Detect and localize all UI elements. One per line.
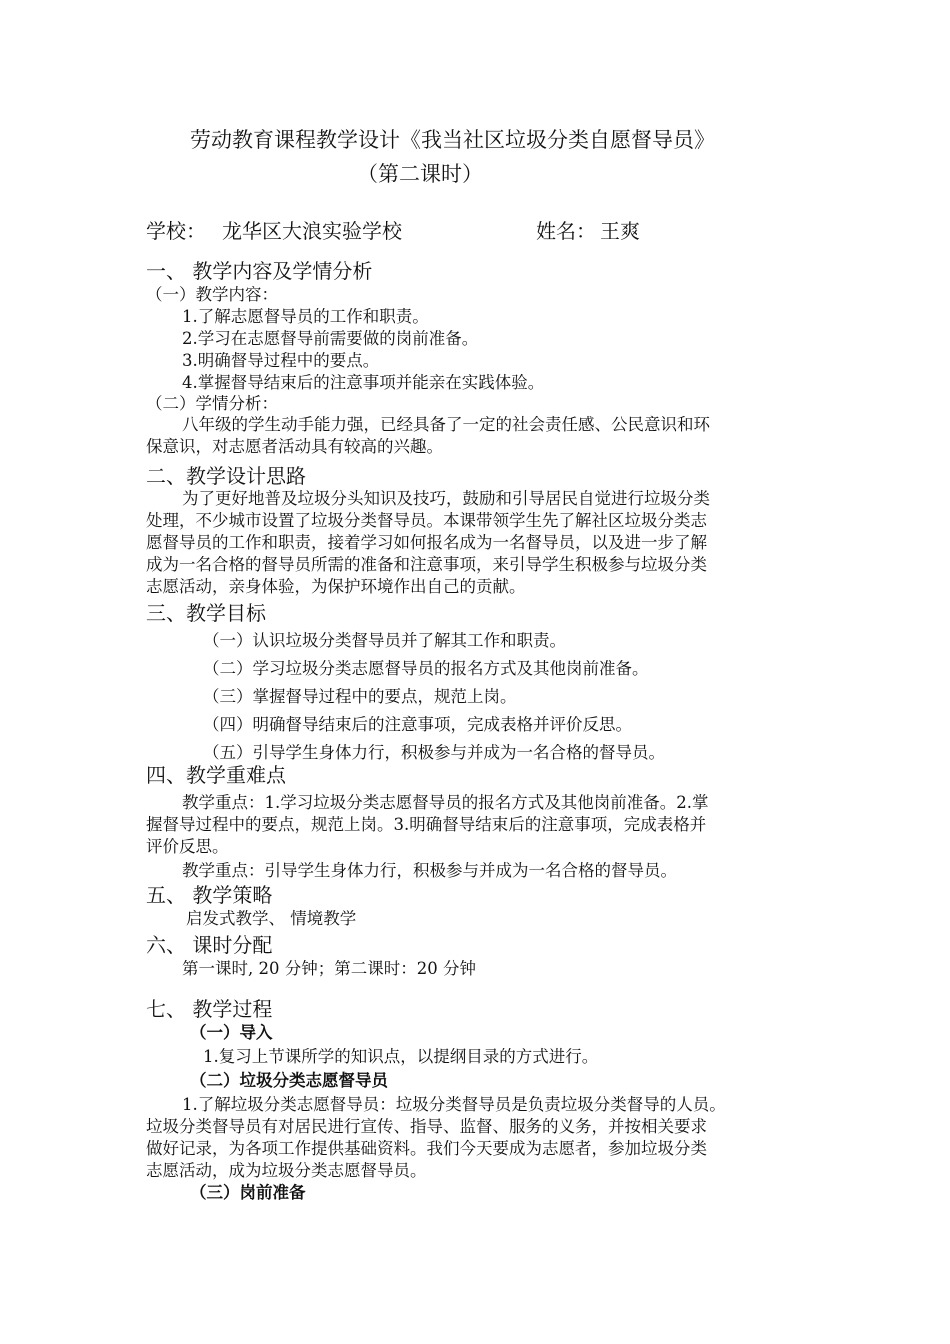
- process-2-line-1: 1.了解垃圾分类志愿督导员：垃圾分类督导员是负责垃圾分类督导的人员。: [182, 1095, 726, 1114]
- goal-item-3: （三）掌握督导过程中的要点，规范上岗。: [203, 687, 517, 706]
- process-3-title: （三）岗前准备: [190, 1183, 306, 1202]
- section-4-heading: 四、教学重难点: [146, 763, 286, 787]
- school-label: 学校：: [146, 219, 206, 243]
- name-label: 姓名：: [536, 219, 596, 243]
- design-line-5: 志愿活动，亲身体验，为保护环境作出自己的贡献。: [146, 577, 526, 596]
- name-value: 王爽: [600, 219, 640, 243]
- goal-item-5: （五）引导学生身体力行，积极参与并成为一名合格的督导员。: [203, 743, 665, 762]
- analysis-line-2: 保意识，对志愿者活动具有较高的兴趣。: [146, 437, 443, 456]
- design-line-4: 成为一名合格的督导员所需的准备和注意事项，来引导学生积极参与垃圾分类: [146, 555, 707, 574]
- content-item-2: 2.学习在志愿督导前需要做的岗前准备。: [182, 329, 479, 348]
- content-item-1: 1.了解志愿督导员的工作和职责。: [182, 307, 429, 326]
- key-line-1: 教学重点：1.学习垃圾分类志愿督导员的报名方式及其他岗前准备。2.掌: [182, 793, 709, 812]
- section-2-heading: 二、教学设计思路: [146, 464, 306, 488]
- document-subtitle: （第二课时）: [357, 162, 483, 186]
- section-5-heading: 五、 教学策略: [146, 883, 273, 907]
- section-1-sub-2: （二）学情分析：: [146, 394, 278, 413]
- content-item-4: 4.掌握督导结束后的注意事项并能亲在实践体验。: [182, 373, 545, 392]
- key-line-3: 评价反思。: [146, 837, 229, 856]
- schedule-text: 第一课时, 20 分钟；第二课时：20 分钟: [182, 959, 476, 978]
- process-1-text: 1.复习上节课所学的知识点，以提纲目录的方式进行。: [203, 1047, 599, 1066]
- section-7-heading: 七、 教学过程: [146, 997, 273, 1021]
- process-2-line-2: 垃圾分类督导员有对居民进行宣传、指导、监督、服务的义务，并按相关要求: [146, 1117, 707, 1136]
- process-2-line-4: 志愿活动，成为垃圾分类志愿督导员。: [146, 1161, 427, 1180]
- analysis-line-1: 八年级的学生动手能力强，已经具备了一定的社会责任感、公民意识和环: [182, 415, 710, 434]
- difficulty-line: 教学重点：引导学生身体力行，积极参与并成为一名合格的督导员。: [182, 861, 677, 880]
- document-title: 劳动教育课程教学设计《我当社区垃圾分类自愿督导员》: [190, 128, 715, 152]
- section-1-sub-1: （一）教学内容：: [146, 285, 278, 304]
- school-value: 龙华区大浪实验学校: [222, 219, 402, 243]
- goal-item-1: （一）认识垃圾分类督导员并了解其工作和职责。: [203, 631, 566, 650]
- key-line-2: 握督导过程中的要点，规范上岗。3.明确督导结束后的注意事项，完成表格并: [146, 815, 707, 834]
- process-2-title: （二）垃圾分类志愿督导员: [190, 1071, 388, 1090]
- section-6-heading: 六、 课时分配: [146, 933, 273, 957]
- goal-item-4: （四）明确督导结束后的注意事项，完成表格并评价反思。: [203, 715, 632, 734]
- design-line-1: 为了更好地普及垃圾分头知识及技巧，鼓励和引导居民自觉进行垃圾分类: [182, 489, 710, 508]
- content-item-3: 3.明确督导过程中的要点。: [182, 351, 380, 370]
- process-1-title: （一）导入: [190, 1023, 273, 1042]
- section-1-heading: 一、 教学内容及学情分析: [146, 259, 373, 283]
- design-line-2: 处理，不少城市设置了垃圾分类督导员。本课带领学生先了解社区垃圾分类志: [146, 511, 707, 530]
- strategy-text: 启发式教学、 情境教学: [186, 909, 357, 928]
- process-2-line-3: 做好记录，为各项工作提供基础资料。我们今天要成为志愿者，参加垃圾分类: [146, 1139, 707, 1158]
- section-3-heading: 三、教学目标: [146, 601, 266, 625]
- design-line-3: 愿督导员的工作和职责，接着学习如何报名成为一名督导员，以及进一步了解: [146, 533, 707, 552]
- goal-item-2: （二）学习垃圾分类志愿督导员的报名方式及其他岗前准备。: [203, 659, 649, 678]
